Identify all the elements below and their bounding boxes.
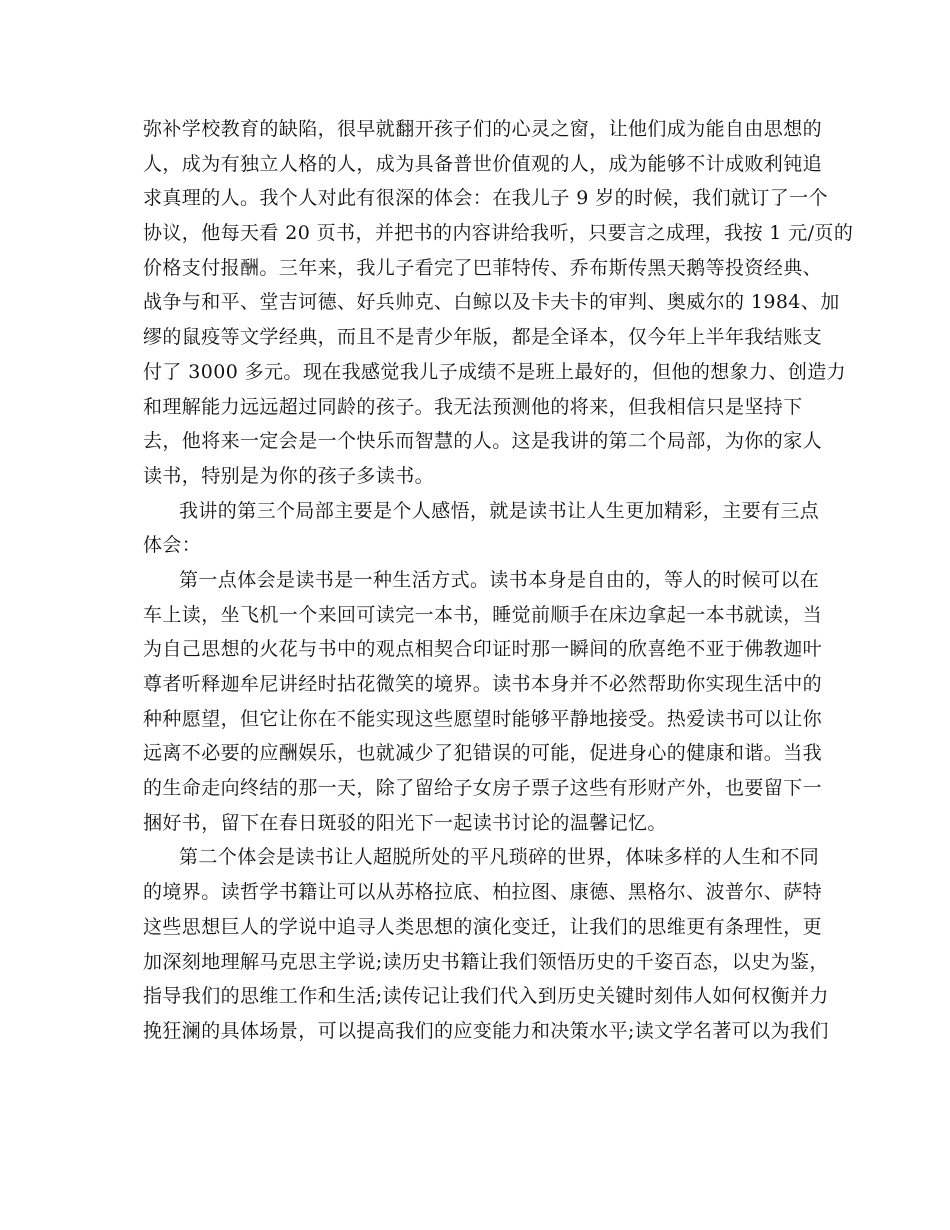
text-line: 尊者听释迦牟尼讲经时拈花微笑的境界。读书本身并不必然帮助你实现生活中的 <box>143 673 823 695</box>
text-line: 体会： <box>143 534 202 557</box>
text-line: 种种愿望，但它让你在不能实现这些愿望时能够平静地接受。热爱读书可以让你 <box>143 707 823 730</box>
text-line: 的境界。读哲学书籍让可以从苏格拉底、柏拉图、康德、黑格尔、波普尔、萨特 <box>143 881 823 904</box>
text-line: 为自己思想的火花与书中的观点相契合印证时那一瞬间的欣喜绝不亚于佛教迦叶 <box>143 638 823 661</box>
text-line: 战争与和平、堂吉诃德、好兵帅克、白鲸以及卡夫卡的审判、奥威尔的 1984、加 <box>143 291 840 314</box>
text-line: 弥补学校教育的缺陷，很早就翻开孩子们的心灵之窗，让他们成为能自由思想的 <box>143 118 823 140</box>
text-line: 协议，他每天看 20 页书，并把书的内容讲给我听，只要言之成理，我按 1 元/页的 <box>143 222 854 245</box>
text-line: 缪的鼠疫等文学经典，而且不是青少年版，都是全译本，仅今年上半年我结账支 <box>143 326 823 349</box>
text-line: 去，他将来一定会是一个快乐而智慧的人。这是我讲的第二个局部，为你的家人 <box>143 430 823 453</box>
text-line: 人，成为有独立人格的人，成为具备普世价值观的人，成为能够不计成败利钝追 <box>143 152 823 175</box>
text-line: 我讲的第三个局部主要是个人感悟，就是读书让人生更加精彩，主要有三点 <box>179 499 820 522</box>
text-line: 指导我们的思维工作和生活;读传记让我们代入到历史关键时刻伟人如何权衡并力 <box>143 985 829 1008</box>
text-line: 和理解能力远远超过同龄的孩子。我无法预测他的将来，但我相信只是坚持下 <box>143 395 803 418</box>
text-line: 第二个体会是读书让人超脱所处的平凡琐碎的世界，体味多样的人生和不同 <box>179 846 820 869</box>
text-line: 捆好书，留下在春日斑驳的阳光下一起读书讨论的温馨记忆。 <box>143 811 667 834</box>
text-line: 远离不必要的应酬娱乐，也就减少了犯错误的可能，促进身心的健康和谐。当我 <box>143 742 823 765</box>
body-text <box>143 112 854 1049</box>
text-line: 这些思想巨人的学说中追寻人类思想的演化变迁，让我们的思维更有条理性，更 <box>143 915 823 938</box>
text-line: 价格支付报酬。三年来，我儿子看完了巴菲特传、乔布斯传黑天鹅等投资经典、 <box>143 256 823 279</box>
text-line: 加深刻地理解马克思主学说;读历史书籍让我们领悟历史的千姿百态，以史为鉴， <box>143 950 829 973</box>
text-line: 的生命走向终结的那一天，除了留给子女房子票子这些有形财产外，也要留下一 <box>143 777 823 800</box>
text-line: 读书，特别是为你的孩子多读书。 <box>143 464 435 487</box>
text-line: 付了 3000 多元。现在我感觉我儿子成绩不是班上最好的，但他的想象力、创造力 <box>143 360 847 383</box>
text-line: 挽狂澜的具体场景，可以提高我们的应变能力和决策水平;读文学名著可以为我们 <box>143 1019 829 1042</box>
text-line: 求真理的人。我个人对此有很深的体会：在我儿子 9 岁的时候，我们就订了一个 <box>143 187 828 210</box>
text-line: 车上读，坐飞机一个来回可读完一本书，睡觉前顺手在床边拿起一本书就读，当 <box>143 603 823 626</box>
text-line: 第一点体会是读书是一种生活方式。读书本身是自由的，等人的时候可以在 <box>179 568 820 591</box>
